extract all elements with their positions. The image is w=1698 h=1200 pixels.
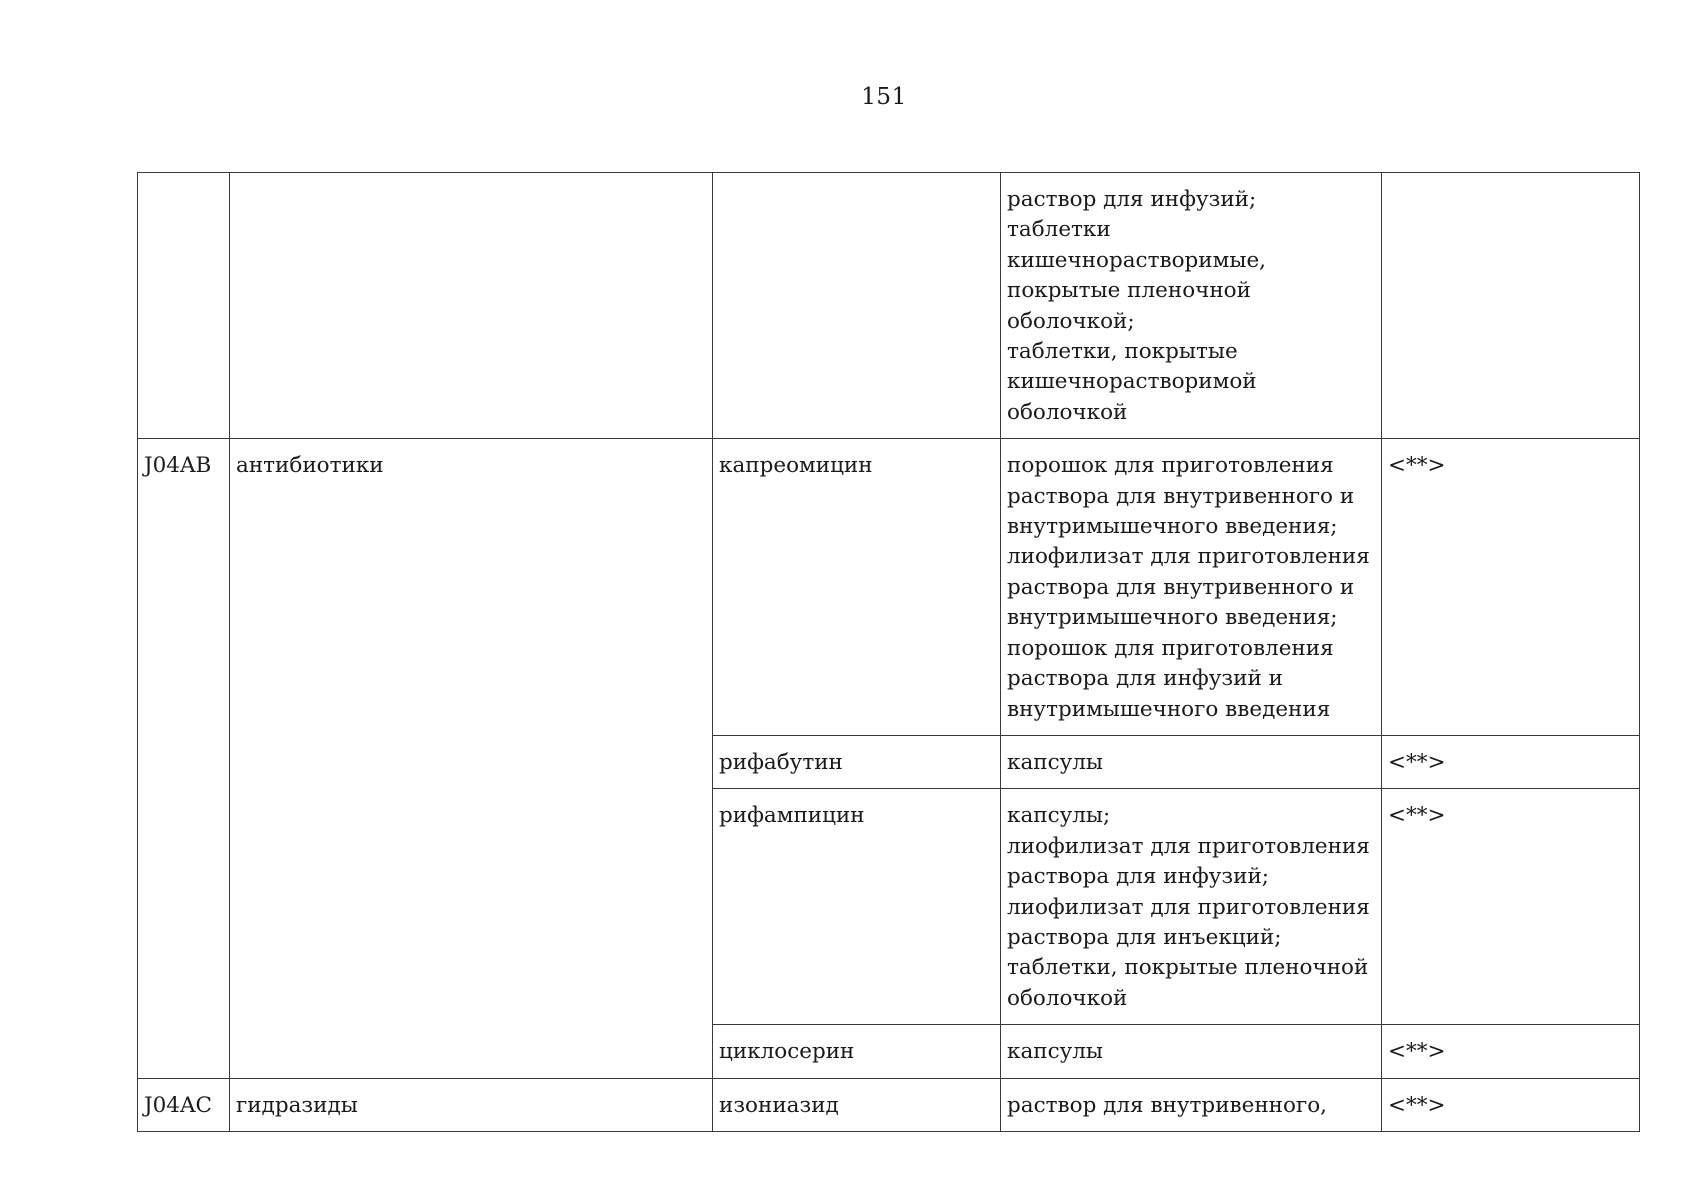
note-cell: <**>: [1382, 1078, 1640, 1131]
group-name-cell: антибиотики: [230, 439, 713, 1078]
note-cell: [1382, 173, 1640, 439]
note-cell: <**>: [1382, 789, 1640, 1025]
page-number: 151: [861, 84, 907, 110]
dosage-forms-cell: капсулы; лиофилизат для приготовления раствора для инфузий; лиофилизат для приготовления раствора для инъекций; таблетки, покрытые пленочной оболочкой: [1001, 789, 1382, 1025]
drug-table: [137, 172, 1640, 1132]
dosage-forms-cell: раствор для инфузий; таблетки кишечнорастворимые, покрытые пленочной оболочкой; таблетки, покрытые кишечнорастворимой оболочкой: [1001, 173, 1382, 439]
dosage-forms-cell: капсулы: [1001, 1025, 1382, 1078]
table-row: [138, 173, 1640, 439]
table-row: [138, 1078, 1640, 1131]
drug-name-cell: [713, 173, 1001, 439]
dosage-forms-cell: раствор для внутривенного,: [1001, 1078, 1382, 1131]
dosage-forms-cell: капсулы: [1001, 735, 1382, 788]
drug-name-cell: рифабутин: [713, 735, 1001, 788]
atc-code-cell: [138, 173, 230, 439]
note-cell: <**>: [1382, 735, 1640, 788]
drug-name-cell: циклосерин: [713, 1025, 1001, 1078]
note-cell: <**>: [1382, 1025, 1640, 1078]
group-name-cell: гидразиды: [230, 1078, 713, 1131]
note-cell: <**>: [1382, 439, 1640, 736]
atc-code-cell: J04AB: [138, 439, 230, 1078]
group-name-cell: [230, 173, 713, 439]
drug-name-cell: капреомицин: [713, 439, 1001, 736]
table-row: [138, 439, 1640, 736]
dosage-forms-cell: порошок для приготовления раствора для внутривенного и внутримышечного введения; лиофилизат для приготовления раствора для внутривенного и внутримышечного введения; порошок для приготовления раствора для инфузий и внутримышечного введения: [1001, 439, 1382, 736]
drug-name-cell: рифампицин: [713, 789, 1001, 1025]
atc-code-cell: J04AC: [138, 1078, 230, 1131]
drug-name-cell: изониазид: [713, 1078, 1001, 1131]
